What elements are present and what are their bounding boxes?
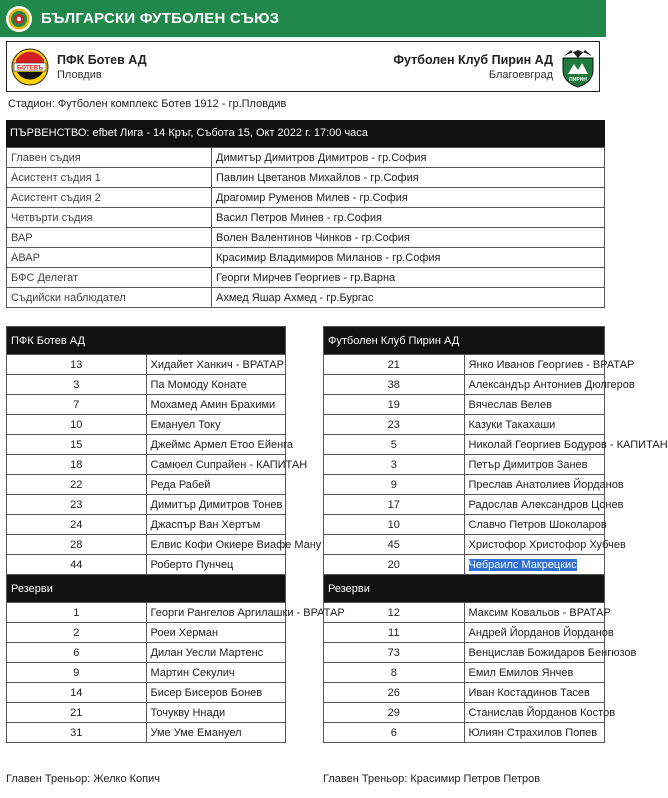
player-name: Радослав Александров Цонев	[468, 498, 624, 511]
player-row[interactable]	[324, 475, 605, 495]
player-row[interactable]	[324, 703, 605, 723]
player-row[interactable]	[7, 643, 286, 663]
player-name: Максим Ковальов - ВРАТАР	[468, 606, 611, 619]
official-role: Асистент съдия 1	[7, 168, 212, 188]
player-row[interactable]	[7, 355, 286, 375]
player-row[interactable]	[7, 623, 286, 643]
player-name: Бисер Бисеров Бонев	[150, 686, 263, 699]
lineup-header	[7, 327, 286, 355]
home-team-city: Пловдив	[57, 69, 102, 81]
player-row[interactable]	[7, 415, 286, 435]
player-row[interactable]	[324, 395, 605, 415]
player-row[interactable]	[7, 475, 286, 495]
official-person: Ахмед Яшар Ахмед - гр.Бургас	[212, 288, 605, 308]
player-row[interactable]	[7, 435, 286, 455]
player-number: 6	[324, 723, 465, 743]
player-number: 13	[7, 355, 147, 375]
reserves-header-label: Резерви	[7, 575, 286, 603]
player-name: Петър Димитров Занев	[468, 458, 588, 471]
player-name: Джаспър Ван Хертъм	[150, 518, 261, 531]
official-role: Четвърти съдия	[7, 208, 212, 228]
player-row[interactable]	[7, 663, 286, 683]
player-name-cell	[146, 723, 286, 743]
player-name-cell	[464, 355, 635, 375]
player-number: 7	[7, 395, 147, 415]
championship-label: ПЪРВЕНСТВО:	[10, 127, 90, 139]
player-name: Мартин Секулич	[150, 666, 235, 679]
player-name-cell	[146, 415, 286, 435]
player-number: 28	[7, 535, 147, 555]
player-number: 10	[7, 415, 147, 435]
player-name: Иван Костадинов Тасев	[468, 686, 590, 699]
botev-logo-text: БОТЕВЪ	[17, 65, 43, 72]
player-name: Хидайет Ханкич - ВРАТАР	[150, 358, 284, 371]
official-row	[7, 248, 605, 268]
player-name-cell	[146, 703, 286, 723]
player-name-cell	[146, 475, 286, 495]
player-row[interactable]	[7, 555, 286, 575]
player-row[interactable]	[324, 723, 605, 743]
player-name-cell	[464, 515, 605, 535]
player-name: Преслав Анатолиев Йорданов	[468, 478, 624, 491]
player-row[interactable]	[324, 663, 605, 683]
player-number: 14	[7, 683, 147, 703]
player-row[interactable]	[324, 415, 605, 435]
player-name-cell	[464, 375, 635, 395]
pirin-logo-text: ПИРИН	[569, 77, 587, 83]
player-name-cell	[464, 643, 637, 663]
official-row	[7, 288, 605, 308]
player-number: 11	[324, 623, 465, 643]
player-name-cell	[464, 495, 624, 515]
player-number: 26	[324, 683, 465, 703]
player-number: 1	[7, 603, 147, 623]
official-person: Волен Валентинов Чинков - гр.София	[212, 228, 605, 248]
official-row	[7, 188, 605, 208]
player-name: Вячеслав Велев	[468, 398, 552, 411]
player-number: 3	[7, 375, 147, 395]
player-number: 44	[7, 555, 147, 575]
player-name-cell	[146, 623, 286, 643]
player-name-cell	[464, 703, 616, 723]
player-row[interactable]	[7, 683, 286, 703]
player-row[interactable]	[7, 495, 286, 515]
player-row[interactable]	[324, 455, 605, 475]
player-row[interactable]	[324, 623, 605, 643]
player-name-cell	[464, 415, 605, 435]
official-person: Драгомир Руменов Милев - гр.София	[212, 188, 605, 208]
player-name-cell	[464, 535, 626, 555]
player-name-cell	[464, 623, 614, 643]
player-number: 8	[324, 663, 465, 683]
botev-crest-icon[interactable]	[11, 48, 49, 86]
official-row	[7, 228, 605, 248]
official-person: Димитър Димитров Димитров - гр.София	[212, 148, 605, 168]
player-row[interactable]	[324, 375, 605, 395]
player-name: Самюел Сuпрайен - КАПИТАН	[150, 458, 308, 471]
player-name: Реда Рабей	[150, 478, 211, 491]
away-coach-name: Красимир Петров Петров	[407, 773, 541, 785]
player-name: Уме Уме Емануел	[150, 726, 242, 739]
official-role: Главен съдия	[7, 148, 212, 168]
player-name-cell	[464, 475, 624, 495]
player-row[interactable]	[324, 515, 605, 535]
player-number: 21	[7, 703, 147, 723]
player-name-cell	[146, 395, 286, 415]
player-row[interactable]	[7, 395, 286, 415]
player-row[interactable]	[324, 603, 605, 623]
player-name-cell	[464, 435, 668, 455]
reserves-header	[7, 575, 286, 603]
player-row[interactable]	[324, 435, 605, 455]
player-name-cell	[464, 663, 605, 683]
home-coach-label: Главен Треньор:	[6, 773, 91, 785]
official-role: ВАР	[7, 228, 212, 248]
player-name-cell	[464, 555, 605, 575]
player-name: Александър Антониев Дюлгеров	[468, 378, 635, 391]
player-number: 29	[324, 703, 465, 723]
player-name-cell	[146, 375, 286, 395]
player-name: Георги Рангелов Аргилашки - ВРАТАР	[150, 606, 345, 619]
player-name-cell	[464, 683, 605, 703]
player-row[interactable]	[324, 535, 605, 555]
player-name: Джеймс Армел Етоо Ейенга	[150, 438, 294, 451]
player-row[interactable]	[324, 643, 605, 663]
player-row[interactable]	[7, 703, 286, 723]
player-name: Елвис Кофи Окиере Виафе Ману	[150, 538, 322, 551]
player-name: Венцислав Божидаров Бенгюзов	[468, 646, 637, 659]
player-row[interactable]	[324, 555, 605, 575]
player-number: 2	[7, 623, 147, 643]
player-name: Станислав Йорданов Костов	[468, 706, 616, 719]
official-role: АВАР	[7, 248, 212, 268]
away-coach	[323, 773, 540, 785]
player-name-cell	[146, 663, 286, 683]
away-coach-label: Главен Треньор:	[323, 773, 408, 785]
home-lineup-table	[6, 326, 345, 743]
official-role: Съдийски наблюдател	[7, 288, 212, 308]
player-name: Андрей Йорданов Йорданов	[468, 626, 614, 639]
player-row[interactable]	[7, 535, 286, 555]
championship-bar	[6, 120, 605, 147]
player-name: Па Момоду Конате	[150, 378, 247, 391]
player-name-cell	[146, 555, 286, 575]
player-number: 18	[7, 455, 147, 475]
player-name: Роеи Херман	[150, 626, 219, 639]
stadium-info: Стадион: Футболен комплекс Ботев 1912 - гр.Пловдив	[8, 98, 287, 110]
player-name: Казуки Такахаши	[468, 418, 556, 431]
player-number: 22	[7, 475, 147, 495]
official-row	[7, 268, 605, 288]
player-name-cell	[464, 723, 605, 743]
away-lineup-table	[323, 326, 668, 743]
official-person: Васил Петров Минев - гр.София	[212, 208, 605, 228]
official-person: Павлин Цветанов Михайлов - гр.София	[212, 168, 605, 188]
player-name: Емануел Току	[150, 418, 221, 431]
player-number: 21	[324, 355, 465, 375]
player-number: 12	[324, 603, 465, 623]
official-person: Георги Мирчев Георгиев - гр.Варна	[212, 268, 605, 288]
player-row[interactable]	[7, 603, 286, 623]
player-number: 9	[7, 663, 147, 683]
bfu-logo-icon[interactable]	[5, 5, 33, 33]
player-number: 24	[7, 515, 147, 535]
player-row[interactable]	[324, 683, 605, 703]
player-row[interactable]	[7, 515, 286, 535]
player-number: 15	[7, 435, 147, 455]
player-number: 20	[324, 555, 465, 575]
player-number: 23	[7, 495, 147, 515]
official-row	[7, 168, 605, 188]
player-row[interactable]	[7, 723, 286, 743]
player-name: Христофор Христофор Хубчев	[468, 538, 626, 551]
player-name: Мохамед Амин Брахими	[150, 398, 276, 411]
player-number: 9	[324, 475, 465, 495]
home-coach	[6, 773, 160, 785]
player-name-cell	[146, 643, 286, 663]
official-row	[7, 148, 605, 168]
player-name: Емил Емилов Янчев	[468, 666, 574, 679]
player-number: 45	[324, 535, 465, 555]
player-row[interactable]	[324, 495, 605, 515]
player-name-cell	[146, 455, 308, 475]
player-number: 23	[324, 415, 465, 435]
player-name: Димитър Димитров Тонев	[150, 498, 283, 511]
player-name-cell	[146, 355, 286, 375]
lineup-header-label: ПФК Ботев АД	[7, 327, 286, 355]
player-number: 31	[7, 723, 147, 743]
player-row[interactable]	[7, 455, 286, 475]
player-row[interactable]	[324, 355, 605, 375]
player-row[interactable]	[7, 375, 286, 395]
player-name: Роберто Пунчец	[150, 558, 234, 571]
player-name: Славчо Петров Шоколаров	[468, 518, 607, 531]
officials-table	[6, 147, 605, 308]
official-role: БФС Делегат	[7, 268, 212, 288]
player-name: Николай Георгиев Бодуров - КАПИТАН	[468, 438, 668, 451]
page-title: БЪЛГАРСКИ ФУТБОЛЕН СЪЮЗ	[41, 10, 280, 27]
player-name-cell	[146, 535, 322, 555]
player-name-cell	[146, 683, 286, 703]
player-name-cell	[146, 495, 286, 515]
player-name: Чебраилс Макрецкис	[468, 558, 577, 571]
player-name-cell	[146, 603, 345, 623]
home-team-name: ПФК Ботев АД	[57, 53, 147, 67]
player-name: Янко Иванов Георгиев - ВРАТАР	[468, 358, 635, 371]
player-number: 19	[324, 395, 465, 415]
reserves-header-label: Резерви	[324, 575, 605, 603]
player-name-cell	[146, 435, 294, 455]
player-number: 73	[324, 643, 465, 663]
away-team-city: Благоевград	[488, 69, 553, 81]
player-number: 5	[324, 435, 465, 455]
player-name: Юлиян Страхилов Попев	[468, 726, 598, 739]
lineup-header	[324, 327, 605, 355]
player-name: Точукву Ннади	[150, 706, 226, 719]
official-row	[7, 208, 605, 228]
player-name-cell	[464, 395, 605, 415]
official-person: Красимир Владимиров Миланов - гр.София	[212, 248, 605, 268]
player-number: 38	[324, 375, 465, 395]
player-name: Дилан Уесли Мартенс	[150, 646, 264, 659]
player-name-cell	[464, 455, 605, 475]
teams-box	[6, 41, 600, 92]
player-name-cell	[146, 515, 286, 535]
player-number: 6	[7, 643, 147, 663]
player-number: 17	[324, 495, 465, 515]
reserves-header	[324, 575, 605, 603]
away-team-name: Футболен Клуб Пирин АД	[393, 53, 553, 67]
pirin-crest-icon[interactable]	[560, 46, 596, 88]
player-number: 10	[324, 515, 465, 535]
official-role: Асистент съдия 2	[7, 188, 212, 208]
championship-detail: efbet Лига - 14 Кръг, Събота 15, Окт 2022 г. 17:00 часа	[89, 127, 368, 139]
home-coach-name: Желко Копич	[90, 773, 160, 785]
player-name-cell	[464, 603, 611, 623]
player-number: 3	[324, 455, 465, 475]
lineup-header-label: Футболен Клуб Пирин АД	[324, 327, 605, 355]
